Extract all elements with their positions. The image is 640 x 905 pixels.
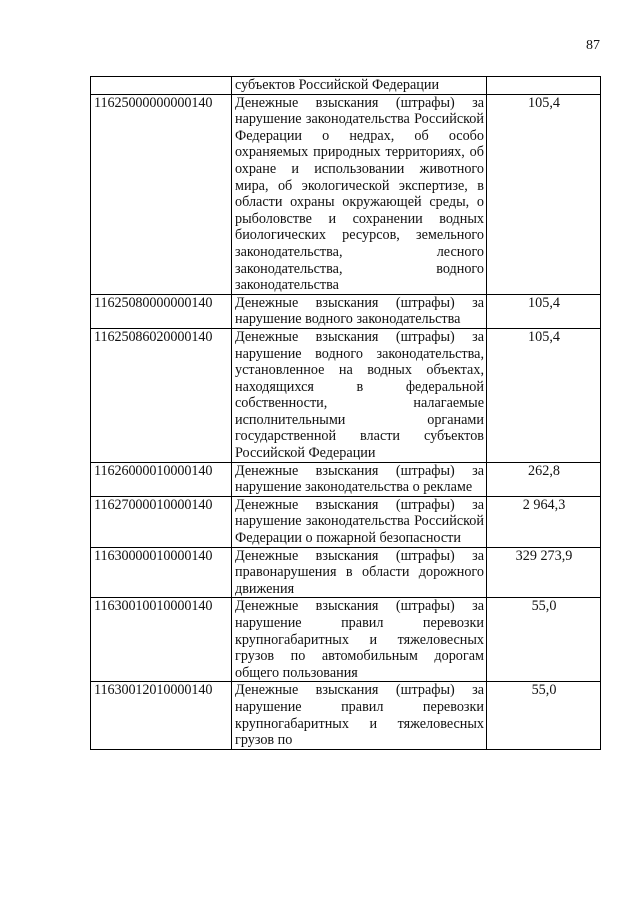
revenue-code-cell: 11625000000000140 — [91, 94, 232, 294]
revenue-code-cell: 11630010010000140 — [91, 598, 232, 682]
budget-revenue-table — [90, 76, 601, 750]
page-number: 87 — [586, 38, 600, 53]
amount-cell: 329 273,9 — [487, 547, 601, 598]
table-row — [91, 77, 601, 95]
amount-cell: 105,4 — [487, 94, 601, 294]
description-cell: субъектов Российской Федерации — [232, 77, 487, 95]
amount-cell: 55,0 — [487, 598, 601, 682]
revenue-code-cell: 11630012010000140 — [91, 682, 232, 749]
amount-cell: 105,4 — [487, 328, 601, 462]
revenue-code-cell: 11625080000000140 — [91, 294, 232, 328]
revenue-code-cell: 11630000010000140 — [91, 547, 232, 598]
table-row — [91, 598, 601, 682]
table-row — [91, 328, 601, 462]
amount-cell: 2 964,3 — [487, 496, 601, 547]
description-cell: Денежные взыскания (штрафы) за нарушение водного законодательства — [232, 294, 487, 328]
description-cell: Денежные взыскания (штрафы) за нарушение правил перевозки крупногабаритных и тяжеловесных грузов по — [232, 682, 487, 749]
revenue-code-cell: 11627000010000140 — [91, 496, 232, 547]
revenue-code-cell: 11625086020000140 — [91, 328, 232, 462]
amount-cell: 262,8 — [487, 462, 601, 496]
description-cell: Денежные взыскания (штрафы) за нарушение водного законодательства, установленное на водных объектах, находящихся в федеральной собственности, налагаемые исполнительными органами государственной власти субъектов Российской Федерации — [232, 328, 487, 462]
description-cell: Денежные взыскания (штрафы) за нарушение правил перевозки крупногабаритных и тяжеловесных грузов по автомобильным дорогам общего пользования — [232, 598, 487, 682]
description-cell: Денежные взыскания (штрафы) за нарушение законодательства о рекламе — [232, 462, 487, 496]
table-row — [91, 94, 601, 294]
table-row — [91, 682, 601, 749]
table-row — [91, 496, 601, 547]
revenue-code-cell: 11626000010000140 — [91, 462, 232, 496]
amount-cell — [487, 77, 601, 95]
amount-cell: 105,4 — [487, 294, 601, 328]
description-cell: Денежные взыскания (штрафы) за нарушение законодательства Российской Федерации о пожарной безопасности — [232, 496, 487, 547]
description-cell: Денежные взыскания (штрафы) за нарушение законодательства Российской Федерации о недрах, об особо охраняемых природных территориях, об охране и использовании животного мира, об экологической экспертизе, в области охраны окружающей среды, о рыболовстве и сохранении водных биологических ресурсов, земельного законодательства, лесного законодательства, водного законодательства — [232, 94, 487, 294]
revenue-code-cell — [91, 77, 232, 95]
table-row — [91, 294, 601, 328]
table-row — [91, 547, 601, 598]
table-row — [91, 462, 601, 496]
amount-cell: 55,0 — [487, 682, 601, 749]
description-cell: Денежные взыскания (штрафы) за правонарушения в области дорожного движения — [232, 547, 487, 598]
